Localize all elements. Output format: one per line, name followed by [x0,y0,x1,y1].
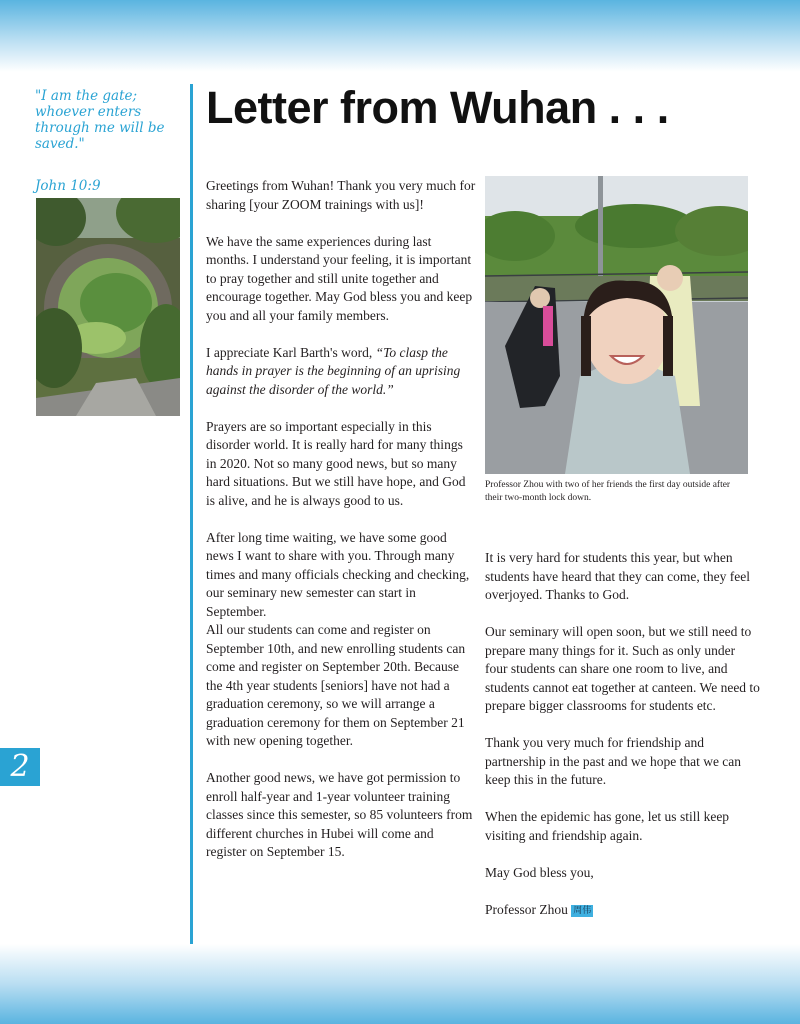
letter-paragraph: May God bless you, [485,864,594,880]
signature-name: Professor Zhou [485,901,568,917]
top-gradient-band [0,0,800,72]
barth-quote: “To clasp the hands in prayer is the beginning of an uprising against the disorder of the world.” [206,344,461,397]
letter-paragraph: It is very hard for students this year, but when students have heard that they can come, they feel overjoyed. Thanks to God. [485,550,751,602]
letter-paragraph: When the epidemic has gone, let us still keep visiting and friendship again. [485,809,730,843]
letter-paragraph [206,344,476,400]
letter-paragraph: Our seminary will open soon, but we still need to prepare many things for it. Such as only under four students can share one room to live, and students cannot eat together at canteen. We need to prepare bigger classrooms for students etc. [485,624,760,713]
letter-paragraph: All our students can come and register on September 10th, and new enrolling students can come and register on September 20th. Because the 4th year students [seniors] have not had a graduation ceremony, so we will arrange a graduation ceremony for them on September 21 with new opening together. [206,622,466,748]
letter-paragraph: Thank you very much for friendship and partnership in the past and we hope that we can keep this in the future. [485,735,742,787]
letter-paragraph: Prayers are so important especially in this disorder world. It is really hard for many things in 2020. Not so many good news, but so many hard situations. But we still have hope, and God is alive, and he is always good to us. [206,418,466,508]
name-chop: 周伟 [573,905,592,916]
letter-column-left [206,177,476,880]
quote-lead: I appreciate Karl Barth's word, [206,344,376,360]
signature [485,901,760,920]
moon-gate-photo [36,198,180,416]
selfie-photo [485,176,748,474]
page-title: Letter from Wuhan . . . [206,82,669,133]
page-number: 2 [0,748,40,786]
bottom-gradient-band [0,944,800,1024]
vertical-divider [190,84,193,954]
sidebar-quote: "I am the gate; whoever enters through me will be saved." [35,88,165,152]
letter-column-right [485,549,760,938]
letter-paragraph: Greetings from Wuhan! Thank you very much for sharing [your ZOOM trainings with us]! [206,178,476,212]
photo-caption: Professor Zhou with two of her friends the first day outside after their two-month lock down. [485,480,731,503]
letter-paragraph: Another good news, we have got permission to enroll half-year and 1-year volunteer training classes since this semester, so 85 volunteers from different churches in Hubei will come and register on September 15. [206,770,473,859]
sidebar-quote-reference: John 10:9 [35,178,101,194]
letter-paragraph: After long time waiting, we have some good news I want to share with you. Through many times and many officials checking and checking, our seminary new semester can start in September. [206,529,470,619]
letter-paragraph: We have the same experiences during last months. I understand your feeling, it is important to pray together and still unite together and encourage together. May God bless you and keep you and all your family members. [206,233,473,323]
